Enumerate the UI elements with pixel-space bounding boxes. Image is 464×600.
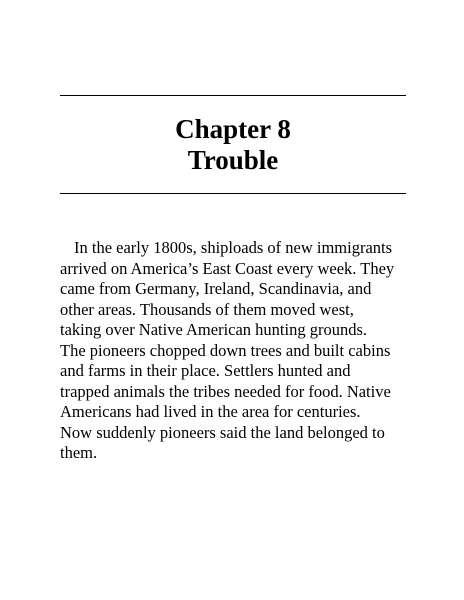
paragraph-line: arrived on America’s East Coast every week. They (60, 258, 395, 278)
paragraph-line: The pioneers chopped down trees and built cabins (60, 340, 391, 360)
paragraph-line: and farms in their place. Settlers hunted and (60, 361, 351, 380)
chapter-number: Chapter 8 (175, 114, 291, 144)
top-rule (60, 95, 406, 96)
chapter-title: Trouble (187, 145, 279, 175)
paragraph-line: them. (60, 443, 98, 462)
paragraph-line: Americans had lived in the area for centuries. (60, 402, 361, 421)
paragraph-line: trapped animals the tribes needed for food. Native (60, 381, 391, 401)
paragraph-line: other areas. Thousands of them moved west, (60, 299, 354, 319)
paragraph-line: In the early 1800s, shiploads of new immigrants (74, 238, 393, 257)
paragraph-line: taking over Native American hunting grounds. (60, 320, 368, 339)
chapter-heading (60, 114, 406, 176)
bottom-rule (60, 193, 406, 194)
body-paragraph (60, 238, 410, 464)
paragraph-line: came from Germany, Ireland, Scandinavia, and (60, 279, 372, 298)
paragraph-line: Now suddenly pioneers said the land belonged to (60, 422, 385, 442)
